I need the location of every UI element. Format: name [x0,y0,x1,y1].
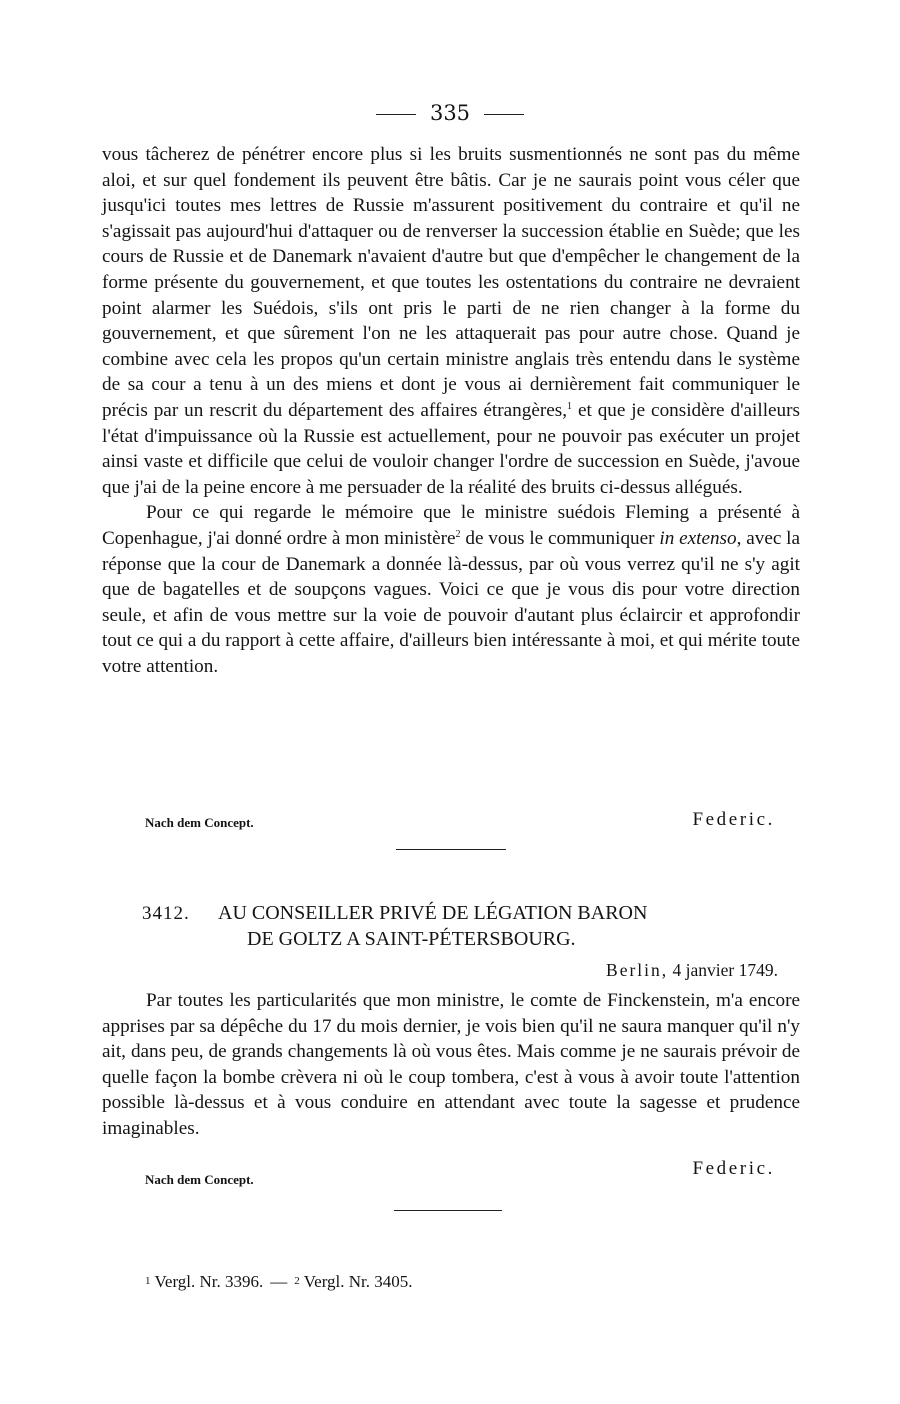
footnote-item [145,1272,263,1291]
footnote-text: Vergl. Nr. 3405. [303,1272,413,1291]
paragraph-two [102,500,800,679]
paragraph-one [102,142,800,500]
source-note: Nach dem Concept. [145,815,254,830]
document-number: 3412. [142,903,190,924]
footnote-mark: 1 [145,1275,151,1287]
footnote-ref-1: 1 [567,400,573,412]
footnote-text: Vergl. Nr. 3396. [154,1272,264,1291]
paragraph-two-part3: , avec la réponse que la cour de Danemark a donnée là-dessus, par où vous verrez qu'il ne s'y agit que de bagatelles et de soupçons vagues. Voici ce que je vous dis pour votre direction seule, et afin de vous mettre sur la voie de pouvoir d'autant plus éclaircir et approfondir tout ce qui a du rapport à cette affaire, d'ailleurs bien intéressante à moi, et qui mérite toute votre attention. [102,527,801,677]
header-dash-right [484,114,524,115]
letter-continuation [102,142,800,679]
italic-in-extenso: in extenso [659,527,737,549]
letter-body [102,988,800,1142]
heading-line-1: AU CONSEILLER PRIVÉ DE LÉGATION BARON [218,902,648,924]
header-dash-left [376,114,416,115]
footnote-mark: 2 [294,1275,300,1287]
heading-line-2: DE GOLTZ A SAINT-PÉTERSBOURG. [247,928,576,950]
paragraph-one-part2: et que je considère d'ailleurs l'état d'impuissance où la Russie est actuellement, pour ne pouvoir pas exécuter un projet ainsi vaste et difficile que celui de vouloir changer l'ordre de succession en Suède, j'avoue que j'ai de la peine encore à me persuader de la réalité des bruits ci-dessus allégués. [102,399,801,498]
footnote-ref-2: 2 [455,528,461,540]
section-divider [396,849,506,850]
paragraph-one-part1: vous tâcherez de pénétrer encore plus si les bruits susmentionnés ne sont pas du même aloi, et sur quel fondement ils peuvent être bâtis. Car je ne saurais point vous céler que jusqu'ici toutes mes lettres de Russie m'assurent positivement du contraire et qu'il ne s'agissait pas aujourd'hui d'attaquer ou de renverser la succession établie en Suède; que les cours de Russie et de Danemark n'avaient d'autre but que d'empêcher le changement de la forme présente du gouvernement, et que toutes les ostentations du contraire ne devraient point alarmer les Suédois, s'ils ont pris le parti de ne rien changer à la forme du gouvernement, et que sûrement l'on ne les attaquerait pas pour autre chose. Quand je combine avec cela les propos qu'un certain ministre anglais très entendu dans le système de sa cour a tenu à un des miens et dont je vous ai dernièrement fait communiquer le précis par un rescrit du département des affaires étrangères, [102,144,800,421]
signature: Federic. [692,1158,775,1179]
footnote-separator: — [270,1272,288,1291]
dateline [606,960,778,981]
date-text: 4 janvier 1749. [672,960,778,980]
date-place: Berlin, [606,960,669,980]
letter-paragraph: Par toutes les particularités que mon ministre, le comte de Finckenstein, m'a encore apprises par sa dépêche du 17 du mois dernier, je vois bien qu'il ne saura manquer qu'il n'y ait, dans peu, de grands changements là où vous êtes. Mais comme je ne saurais prévoir de quelle façon la bombe crèvera ni où le coup tombera, c'est à vous à avoir toute l'attention possible là-dessus et à vous conduire en attendant avec toute la sagesse et prudence imaginables. [102,990,800,1139]
page-header [0,98,900,128]
source-note: Nach dem Concept. [145,1172,254,1187]
signature: Federic. [692,809,775,830]
paragraph-two-part2: de vous le communiquer [465,527,655,549]
paragraph-two-part1: Pour ce qui regarde le mémoire que le ministre suédois Fleming a présenté à Copenhague, j'ai donné ordre à mon ministère [102,502,800,549]
footnotes [145,1272,413,1292]
page-number: 335 [429,101,471,125]
footnote-item [294,1272,412,1291]
footnote-divider [394,1210,502,1211]
